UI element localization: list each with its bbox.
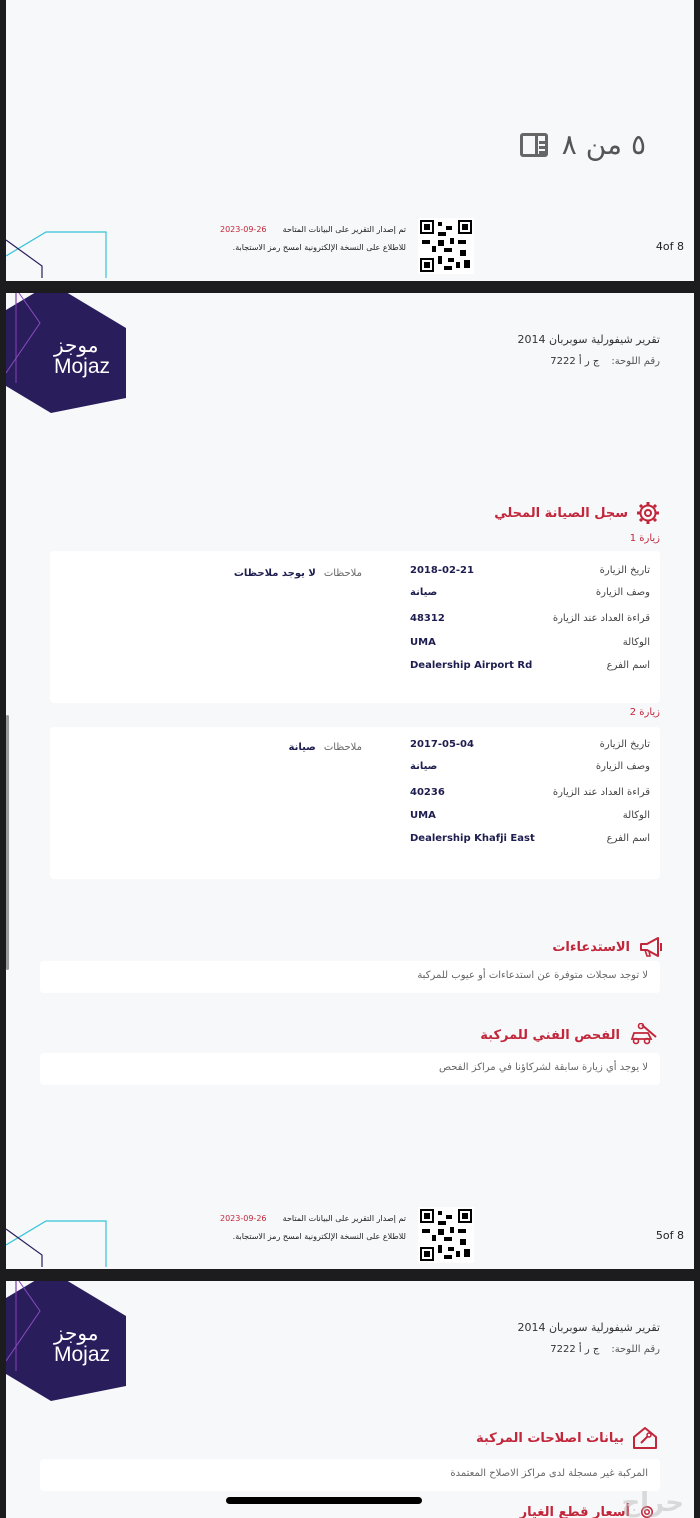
watermark: حراج (621, 1488, 684, 1518)
page-counter[interactable] (520, 128, 646, 161)
issued-note: تم إصدار التقرير على البيانات المتاحة (282, 225, 406, 234)
page-counter-text: ٥ من ٨ (561, 128, 646, 161)
visit-date-row: تاريخ الزيارة 2018-02-21 (410, 565, 650, 576)
megaphone-icon (638, 935, 666, 959)
scroll-indicator[interactable] (6, 715, 9, 970)
page-number: 5of 8 (655, 1229, 684, 1242)
mojaz-logo (6, 293, 126, 413)
visit-odometer-row: قراءة العداد عند الزيارة 40236 (410, 787, 650, 798)
qr-code-icon (418, 218, 474, 274)
visit-branch-row: اسم الفرع Dealership Khafji East (410, 833, 650, 844)
scan-note: للاطلاع على النسخة الإلكترونية امسح رمز الاستجابة. (232, 243, 406, 252)
visit-date-row: تاريخ الزيارة 2017-05-04 (410, 739, 650, 750)
scan-note: للاطلاع على النسخة الإلكترونية امسح رمز الاستجابة. (232, 1232, 406, 1241)
visit-desc-row: وصف الزيارة صيانة (410, 761, 650, 772)
visit-agency-row: الوكالة UMA (410, 810, 650, 821)
visit-card (50, 551, 660, 703)
visit-card (50, 727, 660, 879)
issue-date: 2023-09-26 (220, 1214, 267, 1223)
mojaz-logo (6, 1281, 126, 1401)
visit-notes: ملاحظات صيانة (288, 742, 362, 753)
logo-english-text: Mojaz (54, 1343, 111, 1366)
visit-agency-row: الوكالة UMA (410, 637, 650, 648)
pages-icon (520, 133, 548, 157)
issued-note: تم إصدار التقرير على البيانات المتاحة (282, 1214, 406, 1223)
report-header (517, 1321, 660, 1355)
gear-icon (636, 501, 660, 525)
report-title: تقرير شيفورلية سوبربان 2014 (517, 333, 660, 346)
parts-section-title: أسعار قطع الغيار (520, 1503, 656, 1518)
logo-arabic-text: موجز (54, 333, 99, 357)
page-footer (6, 1207, 694, 1267)
decorative-lines-icon (6, 218, 116, 278)
plate-number: رقم اللوحة:ج ر أ 7222 (550, 356, 660, 367)
report-title: تقرير شيفورلية سوبربان 2014 (517, 1321, 660, 1334)
report-page-6 (6, 1281, 694, 1518)
inspection-empty-message: لا يوجد أي زيارة سابقة لشركاؤنا في مراكز الفحص (40, 1053, 660, 1085)
repairs-empty-message: المركبة غير مسجلة لدى مراكز الاصلاح المعتمدة (40, 1459, 660, 1491)
recalls-section-title: الاستدعاءات (552, 935, 666, 959)
page-footer (6, 218, 694, 278)
logo-arabic-text: موجز (54, 1321, 99, 1345)
page-number: 4of 8 (655, 240, 684, 253)
logo-english-text: Mojaz (54, 355, 111, 378)
plate-number: رقم اللوحة:ج ر أ 7222 (550, 1344, 660, 1355)
visit-notes: ملاحظات لا يوجد ملاحظات (233, 568, 362, 579)
visit-label: زيارة 2 (629, 707, 660, 718)
visit-odometer-row: قراءة العداد عند الزيارة 48312 (410, 613, 650, 624)
visit-branch-row: اسم الفرع Dealership Airport Rd (410, 660, 650, 671)
house-wrench-icon (632, 1426, 658, 1450)
visit-label: زيارة 1 (629, 533, 660, 544)
report-page-5 (6, 293, 694, 1269)
issue-date: 2023-09-26 (220, 225, 267, 234)
visit-desc-row: وصف الزيارة صيانة (410, 587, 650, 598)
home-indicator[interactable] (226, 1497, 422, 1504)
report-page-4 (6, 0, 694, 281)
report-header (517, 333, 660, 367)
repairs-section-title: بيانات اصلاحات المركبة (476, 1426, 658, 1450)
recalls-empty-message: لا توجد سجلات متوفرة عن استدعاءات أو عيوب للمركبة (40, 961, 660, 993)
maintenance-section-title: سجل الصيانة المحلي (494, 501, 660, 525)
qr-code-icon (418, 1207, 474, 1263)
car-inspection-icon (628, 1023, 658, 1047)
decorative-lines-icon (6, 1207, 116, 1267)
inspection-section-title: الفحص الفني للمركبة (480, 1023, 658, 1047)
